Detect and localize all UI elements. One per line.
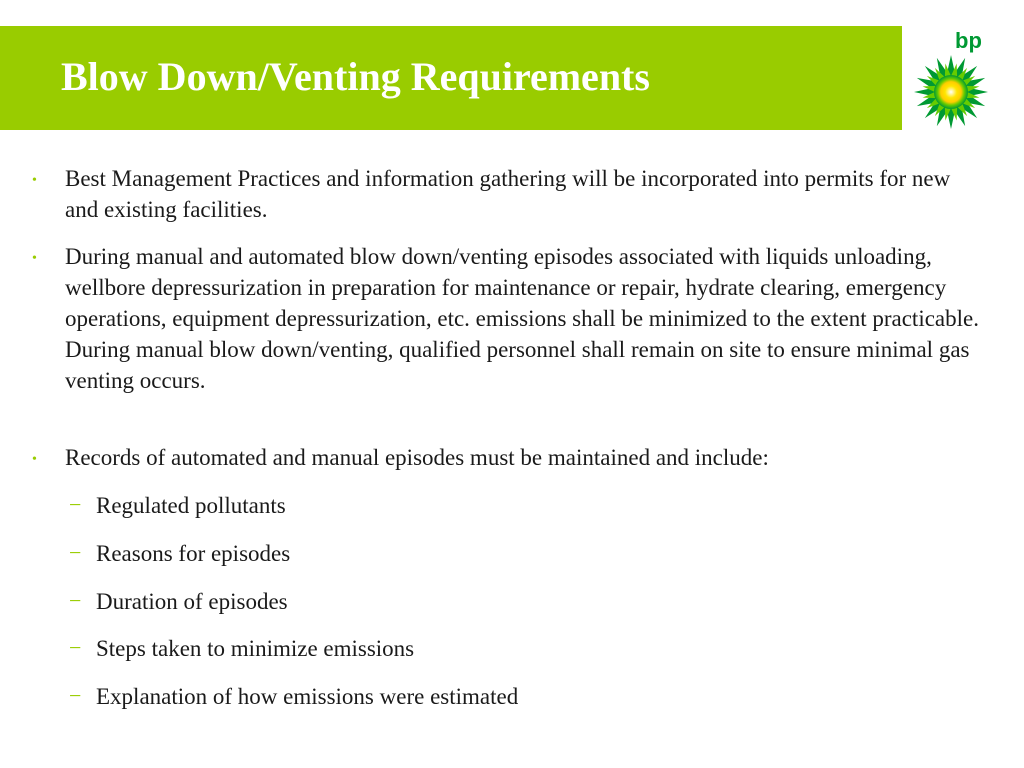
sub-bullet-marker: − <box>69 635 82 660</box>
bullet-item <box>32 241 985 396</box>
sub-bullet-text: Regulated pollutants <box>96 493 286 518</box>
sub-bullet-marker: − <box>69 492 82 517</box>
sub-bullet-item <box>69 633 976 664</box>
sub-bullet-text: Explanation of how emissions were estimated <box>96 684 519 709</box>
sub-bullet-text: Duration of episodes <box>96 589 288 614</box>
bp-logo-text: bp <box>955 28 982 53</box>
sub-bullet-item <box>69 490 976 521</box>
bullet-marker: • <box>32 173 37 188</box>
bullet-text: During manual and automated blow down/venting episodes associated with liquids unloading, wellbore depressurization in preparation for maintenance or repair, hydrate clearing, emergency operations, equipment depressurization, etc. emissions shall be minimized to the extent practicable. During manual blow down/venting, qualified personnel shall remain on site to ensure minimal gas venting occurs. <box>65 244 979 393</box>
sub-bullet-marker: − <box>69 540 82 565</box>
bullet-text: Records of automated and manual episodes must be maintained and include: <box>65 445 769 470</box>
sub-bullet-text: Reasons for episodes <box>96 541 291 566</box>
sub-bullet-item <box>69 538 976 569</box>
sub-bullet-text: Steps taken to minimize emissions <box>96 636 415 661</box>
sub-bullet-marker: − <box>69 683 82 708</box>
sub-bullet-marker: − <box>69 588 82 613</box>
bullet-marker: • <box>32 251 37 266</box>
bullet-text: Best Management Practices and information gathering will be incorporated into permits for new and existing facilities. <box>65 166 951 222</box>
sub-bullet-item <box>69 586 976 617</box>
bullet-marker: • <box>32 452 37 467</box>
bullet-item <box>32 163 985 225</box>
slide-title: Blow Down/Venting Requirements <box>61 54 650 99</box>
bullet-item <box>32 442 985 473</box>
sub-bullet-item <box>69 681 976 712</box>
